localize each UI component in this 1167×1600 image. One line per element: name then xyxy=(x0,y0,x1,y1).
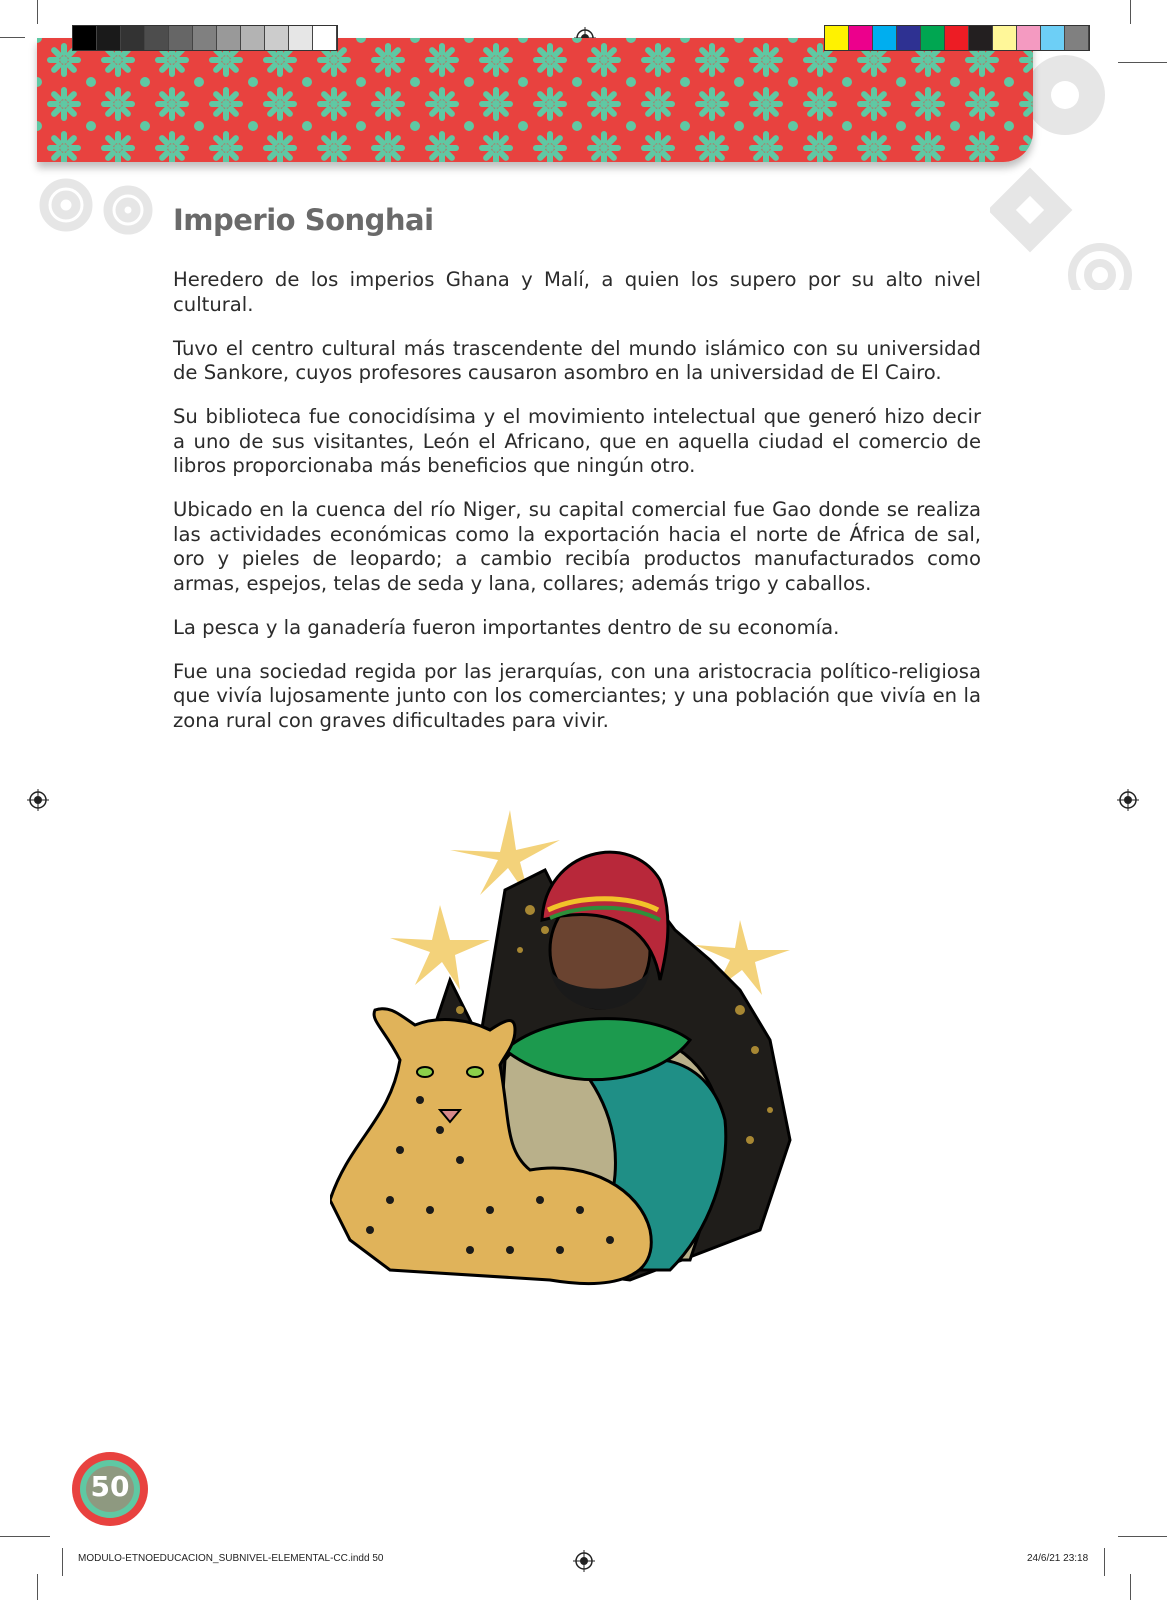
registration-mark-icon xyxy=(573,1550,595,1572)
adinkra-spiral-decoration-icon xyxy=(36,150,156,260)
crop-mark xyxy=(1130,0,1131,24)
paragraph: Fue una sociedad regida por las jerarquías, con una aristocracia político-religiosa que vivía lujosamente junto con los comerciantes; y una población que vivía en la zona rural con graves dificultades para vivir. xyxy=(173,659,981,732)
color-swatch xyxy=(825,26,849,50)
paragraph: Tuvo el centro cultural más trascendente del mundo islámico con su universidad de Sankore, cuyos profesores causaron asombro en la universidad de El Cairo. xyxy=(173,336,981,384)
grayscale-swatch xyxy=(73,26,97,50)
grayscale-swatch xyxy=(241,26,265,50)
print-file-name: MODULO-ETNOEDUCACION_SUBNIVEL-ELEMENTAL-CC.indd 50 xyxy=(78,1553,384,1564)
paragraph: La pesca y la ganadería fueron importantes dentro de su economía. xyxy=(173,615,840,639)
crop-mark xyxy=(62,1548,63,1576)
color-swatch xyxy=(897,26,921,50)
paragraph: Ubicado en la cuenca del río Niger, su capital comercial fue Gao donde se realiza las actividades económicas como la exportación hacia el norte de África de sal, oro y pieles de leopardo; a cambio recibía productos manufacturados como armas, espejos, telas de seda y lana, collares; además trigo y caballos. xyxy=(173,498,981,595)
crop-mark xyxy=(37,0,38,24)
crop-mark xyxy=(0,37,25,38)
color-swatch xyxy=(969,26,993,50)
grayscale-swatch xyxy=(265,26,289,50)
grayscale-swatch xyxy=(97,26,121,50)
paragraph: Heredero de los imperios Ghana y Malí, a quien los supero por su alto nivel cultural. xyxy=(173,268,981,316)
color-swatch xyxy=(1041,26,1065,50)
grayscale-swatch xyxy=(169,26,193,50)
color-swatch xyxy=(993,26,1017,50)
grayscale-swatch xyxy=(145,26,169,50)
registration-mark-icon xyxy=(1117,789,1139,811)
crop-mark xyxy=(37,1574,38,1600)
grayscale-swatch xyxy=(193,26,217,50)
color-swatch xyxy=(849,26,873,50)
crop-mark xyxy=(0,1536,50,1537)
process-color-bar xyxy=(824,25,1090,51)
crop-mark xyxy=(1104,1548,1105,1576)
body-text xyxy=(173,268,981,753)
color-swatch xyxy=(1017,26,1041,50)
songhai-man-leopard-illustration xyxy=(330,810,820,1310)
grayscale-swatch xyxy=(313,26,337,50)
registration-mark-icon xyxy=(27,789,49,811)
print-date: 24/6/21 23:18 xyxy=(1027,1553,1089,1564)
grayscale-swatch xyxy=(121,26,145,50)
page-title: Imperio Songhai xyxy=(173,203,434,237)
crop-mark xyxy=(1130,1574,1131,1600)
color-swatch xyxy=(945,26,969,50)
page-number: 50 xyxy=(90,1470,130,1503)
color-swatch xyxy=(921,26,945,50)
grayscale-swatch xyxy=(217,26,241,50)
color-swatch xyxy=(1065,26,1089,50)
grayscale-swatch xyxy=(289,26,313,50)
grayscale-color-bar xyxy=(72,25,338,51)
header-pattern-banner xyxy=(37,38,1033,162)
paragraph: Su biblioteca fue conocidísima y el movimiento intelectual que generó hizo decir a uno de sus visitantes, León el Africano, que en aquella ciudad el comercio de libros proporcionaba más beneficios que ningún otro. xyxy=(173,405,981,477)
color-swatch xyxy=(873,26,897,50)
crop-mark xyxy=(1118,1536,1167,1537)
